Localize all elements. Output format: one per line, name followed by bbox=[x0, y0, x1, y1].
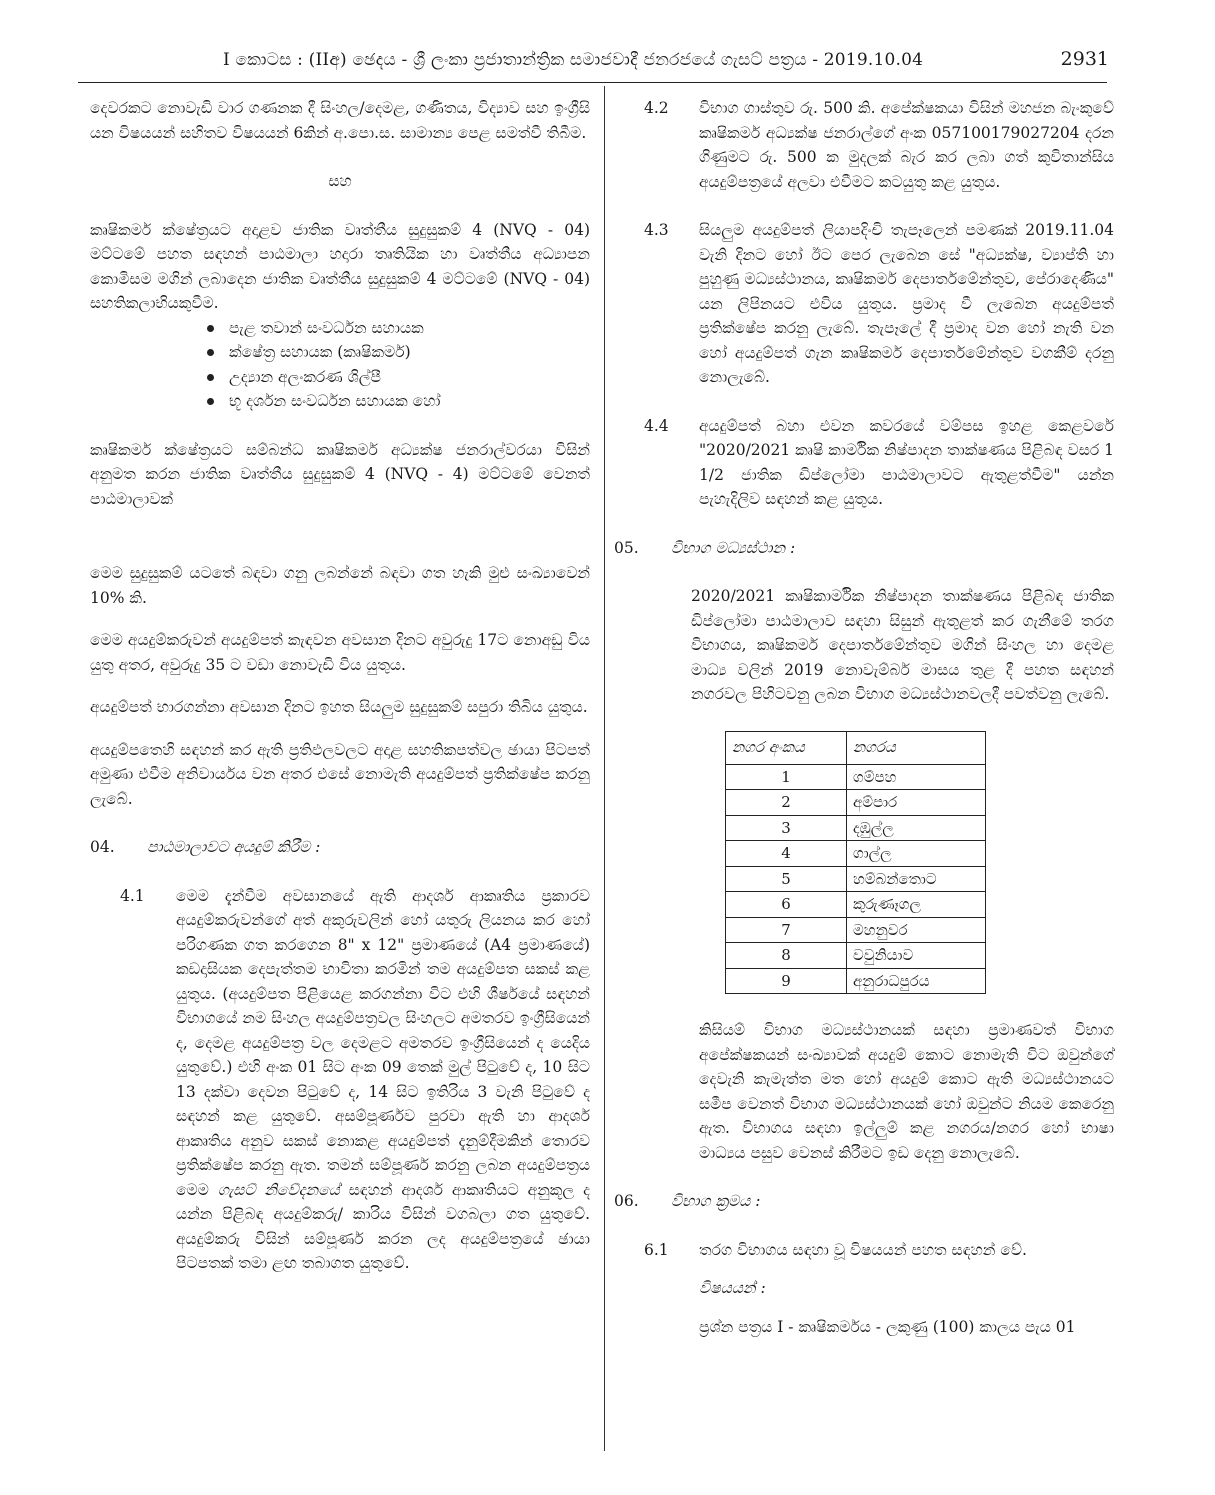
col-header-city-number: නගර අංකය bbox=[726, 731, 847, 764]
section-number: 04. bbox=[90, 838, 115, 856]
table-row bbox=[726, 815, 986, 841]
list-item: ක්ෂේත්‍ර සහායක (කෘෂිකර්ම) bbox=[203, 340, 590, 365]
section-title: විභාග මධ්‍යස්ථාන : bbox=[671, 538, 796, 557]
header-rule bbox=[78, 82, 1107, 83]
clause-4-1 bbox=[120, 884, 590, 1276]
city-name: අනුරාධපුරය bbox=[847, 968, 986, 994]
section-title: පාඨමාලාවට අයදුම් කිරීම : bbox=[147, 838, 321, 856]
table-row bbox=[726, 917, 986, 943]
clause-text bbox=[176, 884, 590, 1276]
section-06-heading bbox=[614, 1189, 1114, 1214]
table-row bbox=[726, 892, 986, 918]
city-number: 3 bbox=[726, 815, 847, 841]
clause-number: 4.3 bbox=[644, 221, 669, 239]
clause-number: 4.4 bbox=[644, 416, 669, 435]
clause-text-part: මෙම දැන්වීම අවසානයේ ඇති ආදර්ශ ආකෘතිය ප්‍රකාරව අයදුම්කරුවන්ගේ අත් අකුරුවලින් හෝ යතුරු ලියනය කර හෝ පරිගණක ගත කරගෙන 8" x 12" ප්‍රමාණයේ (A4 ප්‍රමාණයේ) කඩදාසියක දෙපැත්තම භාවිතා කරමින් තම අයදුම්පත සකස් කළ යුතුය. (අයදුම්පත පිළියෙළ කරගන්නා විට එහි ශීර්ෂයේ සඳහන් විභාගයේ නම සිංහල අයදුම්පත්‍රවල සිංහලට අමතරව ඉංග්‍රීසියෙන් ද, දෙමළ අයදුම්පත්‍ර වල දෙමළට අමතරව ඉංග්‍රීසියෙන් ද යෙදිය යුතුවේ.) එහි අංක 01 සිට අංක 09 තෙක් මුල් පිටුවේ ද, 10 සිට 13 දක්වා දෙවන පිටුවේ ද, 14 සිට ඉතිරිය 3 වැනි පිටුවේ ද සඳහන් කළ යුතුවේ. අසම්පූර්ණව පුරවා ඇති හා ආදර්ශ ආකෘතිය අනුව සකස් නොකළ අයදුම්පත් දැනුම්දීමකින් තොරව ප්‍රතික්ෂේප කරනු ඇත. තමන් සම්පූර්ණ කරනු ලබන අයදුම්පත්‍රය මෙම bbox=[176, 886, 590, 1199]
section-title: විභාග ක්‍රමය : bbox=[671, 1192, 761, 1210]
clause-4-2 bbox=[644, 96, 1114, 194]
clause-number: 4.1 bbox=[120, 886, 145, 905]
city-name: වවුනියාව bbox=[847, 943, 986, 969]
city-name: කුරුණෑගල bbox=[847, 892, 986, 918]
section-number: 06. bbox=[614, 1192, 639, 1210]
city-name: දඹුල්ල bbox=[847, 815, 986, 841]
age-text: මෙම අයදුම්කරුවන් අයදුම්පත් කැඳවන අවසාන දිනට අවුරුදු 17ට නොඅඩු විය යුතු අතර, අවුරුදු 35 ට වඩා නොවැඩි විය යුතුය. bbox=[90, 631, 590, 674]
city-number: 5 bbox=[726, 866, 847, 892]
table-row bbox=[726, 764, 986, 790]
right-column bbox=[614, 96, 1114, 1339]
paper-1-text: ප්‍රශ්න පත්‍රය I - කෘෂිකර්මය - ලකුණු (100) කාලය පැය 01 bbox=[699, 1317, 1076, 1336]
clause-text: තරග විභාගය සඳහා වූ විෂයයන් පහත සඳහන් වේ. bbox=[699, 1240, 1027, 1259]
exam-centres-text: 2020/2021 කෘෂිකාර්මික නිෂ්පාදන තාක්ෂණය පිළිබඳ ජාතික ඩිප්ලෝමා පාඨමාලාව සඳහා සිසුන් ඇතුළත් කර ගැනීමේ තරග විභාගය, කෘෂිකර්ම දෙපාර්තමේන්තුව මගින් සිංහල හා දෙමළ මාධ්‍ය වලින් 2019 නොවැම්බර් මාසය තුළ දී පහත සඳහන් නගරවල පිහිටවනු ලබන විභාග මධ්‍යස්ථානවලදී පවත්වනු ලැබේ. bbox=[691, 587, 1114, 703]
course-list bbox=[203, 316, 590, 414]
column-divider bbox=[604, 86, 605, 1451]
page-number: 2931 bbox=[1060, 48, 1109, 70]
table-row bbox=[726, 943, 986, 969]
clause-4-4 bbox=[644, 414, 1114, 512]
gazette-title: I කොටස : (IIඅ) ඡෙදය - ශ්‍රී ලංකා ප්‍රජාතාන්ත්‍රික සමාජවාදී ජනරජයේ ගැසට් පත්‍රය - 2019.10.04 bbox=[223, 50, 924, 70]
col-header-city: නගරය bbox=[847, 731, 986, 764]
certificate-copy-text: අයදුම්පතෙහි සඳහන් කර ඇති ප්‍රතිඵලවලට අදාළ සහතිකපත්වල ඡායා පිටපත් අමුණා එවීම අනිවාර්යය වන අතර එසේ නොමැති අයදුම්පත් ප්‍රතික්ෂේප කරනු ලැබේ. bbox=[90, 740, 590, 808]
city-name: ගාල්ල bbox=[847, 841, 986, 867]
and-label: සහ bbox=[328, 172, 352, 190]
centre-assignment-text: කිසියම් විභාග මධ්‍යස්ථානයක් සඳහා ප්‍රමාණවත් විභාග අපේක්ෂකයන් සංඛ්‍යාවක් අයදුම් කොට නොමැති විට ඔවුන්ගේ දෙවැනි කැමැත්ත මත හෝ අයදුම් කොට ඇති මධ්‍යස්ථානයට සමීප වෙනත් විභාග මධ්‍යස්ථානයක් හෝ ඔවුන්ට නියම කෙරෙනු ඇත. විභාගය සඳහා ඉල්ලුම් කළ නගරය/නගර හෝ භාෂා මාධ්‍යය පසුව වෙනස් කිරීමට ඉඩ දෙනු නොලැබේ. bbox=[699, 1021, 1114, 1162]
section-05-heading bbox=[614, 536, 1114, 561]
clause-text-italic: ගැසට් නිවේදනයේ bbox=[217, 1180, 340, 1199]
clause-text-part: සඳහන් ආදර්ශ ආකෘතියට අනුකූල ද යන්න පිළිබඳ අයදුම්කරු/ කාරිය විසින් වගබලා ගත යුතුවේ. අයදුම්කරු විසින් සම්පූර්ණ කරන ලද අයදුම්පත්‍රයේ ඡායා පිටපතක් තමා ළඟ තබාගත යුතුවේ. bbox=[176, 1180, 590, 1272]
left-column bbox=[90, 96, 590, 1276]
page-header bbox=[78, 46, 1107, 78]
city-number: 9 bbox=[726, 968, 847, 994]
section-04-heading bbox=[90, 835, 590, 860]
city-number: 6 bbox=[726, 892, 847, 918]
ol-qualification-text: දෙවරකට නොවැඩි වාර ගණනක දී සිංහල/දෙමළ, ගණිතය, විද්‍යාව සහ ඉංග්‍රීසි යන විෂයයන් සහිතව විෂයයන් 6කින් අ.පො.ස. සාමාන්‍ය පෙළ සමත්වී තිබීම. bbox=[90, 99, 590, 142]
clause-number: 4.2 bbox=[644, 99, 669, 117]
section-number: 05. bbox=[614, 538, 639, 557]
city-number: 4 bbox=[726, 841, 847, 867]
clause-text: අයදුම්පත් බහා එවන කවරයේ වම්පස ඉහළ කෙළවරේ "2020/2021 කෘෂි කාර්මික නිෂ්පාදන තාක්ෂණය පිළිබඳ වසර 1 1/2 ජාතික ඩිප්ලෝමා පාඨමාලාවට ඇතුළත්වීම" යන්න පැහැදිලිව සඳහන් කළ යුතුය. bbox=[699, 416, 1114, 508]
table-row bbox=[726, 790, 986, 816]
table-row bbox=[726, 841, 986, 867]
city-number: 2 bbox=[726, 790, 847, 816]
list-item: භූ දර්ශන සංවර්ධන සහායක හෝ bbox=[203, 389, 590, 414]
city-name: හම්බන්තොට bbox=[847, 866, 986, 892]
city-name: අම්පාර bbox=[847, 790, 986, 816]
table-header-row bbox=[726, 731, 986, 764]
exam-centre-table bbox=[725, 731, 986, 995]
city-name: මහනුවර bbox=[847, 917, 986, 943]
clause-4-3 bbox=[644, 218, 1114, 390]
clause-text: සියලුම අයදුම්පත් ලියාපදිංචි තැපෑලෙන් පමණක් 2019.11.04 වැනි දිනට හෝ ඊට පෙර ලැබෙන සේ "අධ්‍යක්ෂ, ව්‍යාප්ති හා පුහුණු මධ්‍යස්ථානය, කෘෂිකර්ම දෙපාර්තමේන්තුව, පේරාදෙණිය" යන ලිපිනයට එවිය යුතුය. ප්‍රමාද වී ලැබෙන අයදුම්පත් ප්‍රතික්ෂේප කරනු ලැබේ. තැපෑලේ දී ප්‍රමාද වන හෝ නැති වන හෝ අයදුම්පත් ගැන කෘෂිකර්ම දෙපාර්තමේන්තුව වගකීම් දරනු නොලැබේ. bbox=[699, 221, 1114, 386]
table-row bbox=[726, 968, 986, 994]
list-item: පැළ තවාන් සංවර්ධන සහායක bbox=[203, 316, 590, 341]
nvq-qualification-text: කෘෂිකර්ම ක්ෂේත්‍රයට අදාළව ජාතික වෘත්තීය සුදුසුකම් 4 (NVQ - 04) මට්ටමේ පහත සඳහන් පාඨමාලා හදාරා තෘතියික හා වෘත්තීය අධ්‍යාපන කොමිසම මගින් ලබාදෙන ජාතික වෘත්තීය සුදුසුකම් 4 මට්ටමේ (NVQ - 04) සහතිකලාභියකුවීම. bbox=[90, 220, 590, 312]
city-number: 1 bbox=[726, 764, 847, 790]
clause-text: විභාග ගාස්තුව රු. 500 කි. අපේක්ෂකයා විසින් මහජන බැංකුවේ කෘෂිකර්ම අධ්‍යක්ෂ ජනරාල්ගේ අංක 057100179027204 දරන ගිණුමට රු. 500 ක මුදලක් බැර කර ලබා ගත් කුවිතාන්සිය අයදුම්පත්‍රයේ අලවා එවීමට කටයුතු කළ යුතුය. bbox=[699, 99, 1114, 191]
table-row bbox=[726, 866, 986, 892]
subjects-label: විෂයයන් : bbox=[699, 1279, 766, 1297]
city-number: 7 bbox=[726, 917, 847, 943]
clause-number: 6.1 bbox=[644, 1240, 669, 1259]
city-name: ගම්පහ bbox=[847, 764, 986, 790]
clause-6-1 bbox=[644, 1238, 1114, 1263]
deadline-qualification-text: අයදුම්පත් භාරගන්නා අවසාන දිනට ඉහත සියලුම සුදුසුකම් සපුරා තිබිය යුතුය. bbox=[90, 698, 588, 716]
list-item: උද්‍යාන අලංකරණ ශිල්පී bbox=[203, 365, 590, 390]
other-course-text: කෘෂිකර්ම ක්ෂේත්‍රයට සම්බන්ධ කෘෂිකර්ම අධ්‍යක්ෂ ජනරාල්වරයා විසින් අනුමත කරන ජාතික වෘත්තීය සුදුසුකම් 4 (NVQ - 4) මට්ටමේ වෙනත් පාඨමාලාවක් bbox=[90, 440, 590, 508]
city-number: 8 bbox=[726, 943, 847, 969]
quota-text: මෙම සුදුසුකම් යටතේ බඳවා ගනු ලබන්නේ බඳවා ගත හැකි මුළු සංඛ්‍යාවෙන් 10% කි. bbox=[90, 564, 590, 607]
